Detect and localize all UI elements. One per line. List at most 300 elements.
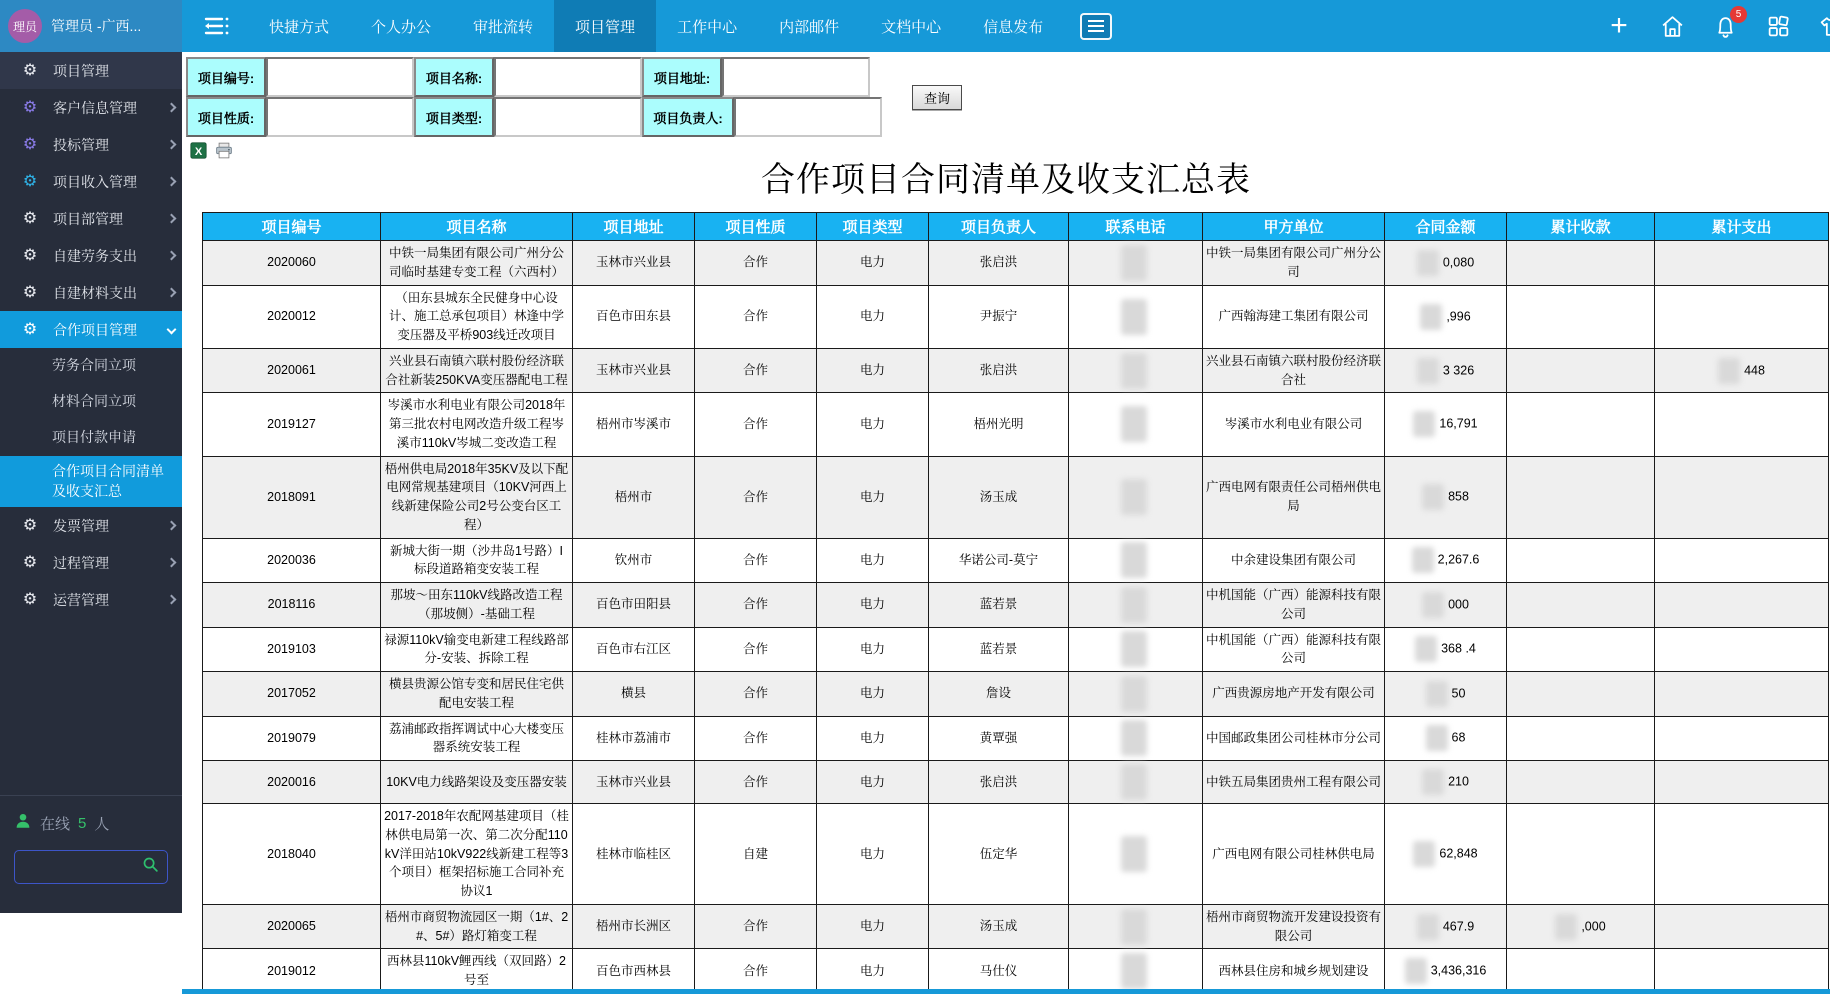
query-button[interactable]: 查询	[912, 85, 962, 110]
nav-item-8[interactable]: 信息发布	[983, 18, 1044, 36]
cell-name: 2017-2018年农配网基建项目（桂林供电局第一次、第二次分配110kV洋田站10kV922线新建工程等3个项目）框架招标施工合同补充协议1	[381, 804, 573, 905]
cell-type: 电力	[817, 348, 929, 393]
redacted-blur	[1422, 769, 1444, 795]
cell-nature: 合作	[695, 672, 817, 717]
form-field	[186, 57, 414, 97]
cell-code: 2020065	[203, 904, 381, 949]
cell-code: 2018091	[203, 456, 381, 538]
cell-amount: 62,848	[1385, 804, 1507, 905]
table-row	[203, 904, 1829, 949]
cell-code: 2020060	[203, 241, 381, 286]
cell-addr: 桂林市临桂区	[573, 804, 695, 905]
form-field-input[interactable]	[722, 57, 870, 97]
notification-badge: 5	[1730, 6, 1747, 23]
column-header: 合同金额	[1385, 213, 1507, 241]
sidebar-item-3[interactable]	[0, 126, 182, 163]
cell-received	[1507, 241, 1655, 286]
table-row	[203, 348, 1829, 393]
cell-amount: 16,791	[1385, 393, 1507, 456]
cell-nature: 合作	[695, 538, 817, 583]
cell-client: 中铁五局集团贵州工程有限公司	[1203, 761, 1385, 804]
gear-icon: ⚙	[22, 172, 38, 190]
cell-addr: 百色市田阳县	[573, 583, 695, 628]
cell-phone	[1069, 761, 1203, 804]
redacted-blur	[1555, 914, 1577, 940]
sidebar-subitem-4[interactable]: 合作项目合同清单及收支汇总	[0, 456, 182, 507]
cell-phone	[1069, 716, 1203, 761]
form-field-label: 项目性质:	[186, 97, 266, 137]
cell-phone	[1069, 904, 1203, 949]
report-table	[202, 212, 1829, 994]
cell-amount: 2,267.6	[1385, 538, 1507, 583]
cell-nature: 合作	[695, 583, 817, 628]
sidebar-item-8[interactable]	[0, 311, 182, 348]
apps-icon[interactable]	[1765, 13, 1791, 39]
cell-leader: 伍定华	[929, 804, 1069, 905]
shirt-icon[interactable]	[1818, 13, 1844, 39]
cell-client: 中机国能（广西）能源科技有限公司	[1203, 627, 1385, 672]
cell-amount: 3,436,316	[1385, 949, 1507, 994]
redacted-blur	[1121, 353, 1147, 389]
cell-nature: 合作	[695, 904, 817, 949]
column-header: 累计支出	[1655, 213, 1829, 241]
cell-paid	[1655, 949, 1829, 994]
person-icon	[14, 812, 32, 834]
form-field-input[interactable]	[266, 97, 414, 137]
redacted-blur	[1417, 358, 1439, 384]
cell-nature: 合作	[695, 627, 817, 672]
table-row	[203, 393, 1829, 456]
cell-received	[1507, 672, 1655, 717]
redacted-blur	[1121, 676, 1147, 712]
sidebar-item-label: 项目管理	[53, 62, 109, 79]
user-name: 管理员 -广西...	[51, 18, 142, 34]
cell-leader: 华诺公司-莫宁	[929, 538, 1069, 583]
table-row	[203, 627, 1829, 672]
chevron-right-icon	[167, 521, 177, 531]
redacted-blur	[1426, 681, 1448, 707]
cell-name: （田东县城东全民健身中心设计、施工总承包项目）林逢中学变压器及平桥903线迁改项目	[381, 285, 573, 348]
sidebar-search-input[interactable]	[23, 860, 142, 875]
cell-paid	[1655, 804, 1829, 905]
cell-code: 2017052	[203, 672, 381, 717]
sidebar-item-label: 过程管理	[53, 554, 109, 571]
table-row	[203, 804, 1829, 905]
cell-amount: 68	[1385, 716, 1507, 761]
cell-received	[1507, 583, 1655, 628]
cell-nature: 合作	[695, 456, 817, 538]
sidebar-item-label: 合作项目管理	[53, 321, 137, 338]
cell-received	[1507, 538, 1655, 583]
form-field	[186, 97, 414, 137]
redacted-blur	[1413, 841, 1435, 867]
sidebar-menu	[0, 52, 182, 795]
chevron-right-icon	[167, 103, 177, 113]
cell-amount: ,996	[1385, 285, 1507, 348]
redacted-blur	[1121, 909, 1147, 945]
cell-type: 电力	[817, 804, 929, 905]
cell-leader: 汤玉成	[929, 456, 1069, 538]
magnifier-icon[interactable]	[142, 856, 159, 878]
gear-icon: ⚙	[22, 320, 38, 338]
cell-amount: 50	[1385, 672, 1507, 717]
column-header: 项目性质	[695, 213, 817, 241]
cell-phone	[1069, 241, 1203, 286]
sidebar-subitem-1[interactable]: 劳务合同立项	[52, 357, 136, 374]
cell-amount: 210	[1385, 761, 1507, 804]
nav-item-1[interactable]: 快捷方式	[269, 18, 330, 36]
sidebar-item-5[interactable]	[0, 200, 182, 237]
column-header: 项目类型	[817, 213, 929, 241]
cell-received	[1507, 348, 1655, 393]
nav-item-6[interactable]: 内部邮件	[779, 18, 840, 36]
cell-leader: 蓝若景	[929, 627, 1069, 672]
cell-leader: 黄覃强	[929, 716, 1069, 761]
column-header: 项目名称	[381, 213, 573, 241]
sidebar-item-7[interactable]	[0, 274, 182, 311]
form-field-input[interactable]	[266, 57, 414, 97]
cell-client: 中机国能（广西）能源科技有限公司	[1203, 583, 1385, 628]
sidebar-item-10[interactable]	[0, 544, 182, 581]
horizontal-scrollbar[interactable]	[182, 989, 1830, 994]
gear-icon: ⚙	[22, 209, 38, 227]
cell-received	[1507, 804, 1655, 905]
cell-amount: 858	[1385, 456, 1507, 538]
chevron-right-icon	[167, 595, 177, 605]
sidebar-item-4[interactable]	[0, 163, 182, 200]
redacted-blur	[1121, 764, 1147, 800]
cell-leader: 蓝若景	[929, 583, 1069, 628]
chevron-right-icon	[167, 558, 177, 568]
table-row	[203, 456, 1829, 538]
column-header: 项目编号	[203, 213, 381, 241]
sidebar-subitem-2[interactable]: 材料合同立项	[52, 393, 136, 410]
cell-type: 电力	[817, 538, 929, 583]
more-menu-icon[interactable]	[1080, 13, 1112, 40]
table-row	[203, 285, 1829, 348]
cell-addr: 玉林市兴业县	[573, 348, 695, 393]
redacted-blur	[1121, 836, 1147, 872]
cell-addr: 百色市右江区	[573, 627, 695, 672]
main-nav	[248, 0, 1064, 52]
cell-addr: 百色市西林县	[573, 949, 695, 994]
cell-addr: 横县	[573, 672, 695, 717]
bell-icon[interactable]	[1712, 9, 1742, 39]
cell-paid	[1655, 285, 1829, 348]
nav-item-3[interactable]: 审批流转	[473, 18, 534, 36]
sidebar-item-9[interactable]	[0, 507, 182, 544]
nav-item-5[interactable]: 工作中心	[677, 18, 738, 36]
nav-item-4[interactable]: 项目管理	[554, 0, 656, 52]
sidebar-item-label: 项目收入管理	[53, 173, 137, 190]
table-row	[203, 716, 1829, 761]
sidebar-item-2[interactable]	[0, 89, 182, 126]
cell-type: 电力	[817, 761, 929, 804]
cell-received	[1507, 761, 1655, 804]
cell-paid	[1655, 393, 1829, 456]
cell-paid	[1655, 456, 1829, 538]
chevron-right-icon	[167, 214, 177, 224]
table-row	[203, 241, 1829, 286]
form-field-input[interactable]	[734, 97, 882, 137]
sidebar-item-label: 自建劳务支出	[53, 247, 137, 264]
cell-phone	[1069, 672, 1203, 717]
avatar[interactable]: 理员	[8, 9, 42, 43]
report-title: 合作项目合同清单及收支汇总表	[761, 162, 1251, 199]
cell-name: 新城大街一期（沙井岛1号路）I标段道路箱变安装工程	[381, 538, 573, 583]
form-field-input[interactable]	[494, 97, 642, 137]
sidebar-item-label: 运营管理	[53, 591, 109, 608]
redacted-blur	[1412, 547, 1434, 573]
cell-nature: 合作	[695, 761, 817, 804]
form-field-label: 项目编号:	[186, 57, 266, 97]
sidebar-search[interactable]	[14, 850, 168, 884]
chevron-right-icon	[167, 251, 177, 261]
redacted-blur	[1121, 953, 1147, 989]
cell-code: 2019079	[203, 716, 381, 761]
sidebar-item-label: 客户信息管理	[53, 99, 137, 116]
cell-nature: 合作	[695, 393, 817, 456]
cell-received: ,000	[1507, 904, 1655, 949]
table-row	[203, 949, 1829, 994]
nav-item-7[interactable]: 文档中心	[881, 18, 942, 36]
cell-name: 那坡～田东110kV线路改造工程（那坡侧）-基础工程	[381, 583, 573, 628]
sidebar-item-11[interactable]	[0, 581, 182, 618]
cell-name: 禄源110kV输变电新建工程线路部分-安装、拆除工程	[381, 627, 573, 672]
cell-type: 电力	[817, 672, 929, 717]
cell-code: 2019012	[203, 949, 381, 994]
cell-amount: 368 .4	[1385, 627, 1507, 672]
redacted-blur	[1121, 631, 1147, 667]
form-field-label: 项目名称:	[414, 57, 494, 97]
redacted-blur	[1420, 304, 1442, 330]
cell-addr: 桂林市荔浦市	[573, 716, 695, 761]
online-unit: 人	[94, 815, 110, 833]
cell-client: 岑溪市水利电业有限公司	[1203, 393, 1385, 456]
home-icon[interactable]	[1659, 13, 1685, 39]
cell-client: 梧州市商贸物流开发建设投资有限公司	[1203, 904, 1385, 949]
cell-name: 荔浦邮政指挥调试中心大楼变压器系统安装工程	[381, 716, 573, 761]
topbar-user-area[interactable]	[0, 0, 182, 52]
cell-amount: 000	[1385, 583, 1507, 628]
gear-icon: ⚙	[22, 98, 38, 116]
gear-icon: ⚙	[22, 283, 38, 301]
chevron-right-icon	[167, 140, 177, 150]
cell-nature: 合作	[695, 949, 817, 994]
cell-nature: 合作	[695, 241, 817, 286]
cell-code: 2020012	[203, 285, 381, 348]
cell-client: 中铁一局集团有限公司广州分公司	[1203, 241, 1385, 286]
cell-phone	[1069, 393, 1203, 456]
cell-client: 广西翰海建工集团有限公司	[1203, 285, 1385, 348]
cell-type: 电力	[817, 716, 929, 761]
form-field	[642, 97, 882, 137]
cell-name: 兴业县石南镇六联村股份经济联合社新装250KVA变压器配电工程	[381, 348, 573, 393]
cell-name: 梧州市商贸物流园区一期（1#、2#、5#）路灯箱变工程	[381, 904, 573, 949]
sidebar-item-label: 自建材料支出	[53, 284, 137, 301]
sidebar-item-1[interactable]	[0, 52, 182, 89]
online-status	[14, 812, 168, 834]
cell-received	[1507, 456, 1655, 538]
cell-nature: 合作	[695, 348, 817, 393]
cell-leader: 汤玉成	[929, 904, 1069, 949]
redacted-blur	[1426, 725, 1448, 751]
cell-phone	[1069, 285, 1203, 348]
redacted-blur	[1413, 411, 1435, 437]
gear-icon: ⚙	[22, 553, 38, 571]
cell-code: 2020061	[203, 348, 381, 393]
redacted-blur	[1417, 250, 1439, 276]
form-field	[414, 97, 642, 137]
cell-client: 广西电网有限责任公司梧州供电局	[1203, 456, 1385, 538]
gear-icon: ⚙	[22, 61, 38, 79]
cell-name: 中铁一局集团有限公司广州分公司临时基建专变工程（六西村）	[381, 241, 573, 286]
cell-type: 电力	[817, 583, 929, 628]
cell-amount: 3 326	[1385, 348, 1507, 393]
cell-phone	[1069, 583, 1203, 628]
cell-name: 梧州供电局2018年35KV及以下配电网常规基建项目（10KV河西上线新建保险公司2号公变台区工程）	[381, 456, 573, 538]
cell-addr: 梧州市长洲区	[573, 904, 695, 949]
cell-addr: 百色市田东县	[573, 285, 695, 348]
form-field	[642, 57, 870, 97]
cell-addr: 玉林市兴业县	[573, 241, 695, 286]
form-field	[414, 57, 642, 97]
cell-nature: 合作	[695, 285, 817, 348]
cell-phone	[1069, 456, 1203, 538]
redacted-blur	[1422, 484, 1444, 510]
redacted-blur	[1121, 587, 1147, 623]
cell-phone	[1069, 949, 1203, 994]
cell-name: 10KV电力线路架设及变压器安装	[381, 761, 573, 804]
form-field-label: 项目地址:	[642, 57, 722, 97]
cell-nature: 自建	[695, 804, 817, 905]
cell-addr: 梧州市岑溪市	[573, 393, 695, 456]
cell-leader: 詹设	[929, 672, 1069, 717]
cell-client: 中余建设集团有限公司	[1203, 538, 1385, 583]
topbar-icons	[1606, 0, 1844, 52]
redacted-blur	[1417, 914, 1439, 940]
cell-code: 2019127	[203, 393, 381, 456]
gear-icon: ⚙	[22, 246, 38, 264]
plus-icon[interactable]: +	[1610, 9, 1628, 42]
collapse-menu-icon[interactable]	[182, 0, 248, 52]
column-header: 累计收款	[1507, 213, 1655, 241]
redacted-blur	[1121, 479, 1147, 515]
redacted-blur	[1121, 406, 1147, 442]
cell-paid	[1655, 761, 1829, 804]
cell-client: 兴业县石南镇六联村股份经济联合社	[1203, 348, 1385, 393]
nav-item-2[interactable]: 个人办公	[371, 18, 432, 36]
sidebar-item-label: 发票管理	[53, 517, 109, 534]
redacted-blur	[1718, 358, 1740, 384]
cell-received	[1507, 627, 1655, 672]
redacted-blur	[1415, 636, 1437, 662]
gear-icon: ⚙	[22, 590, 38, 608]
cell-nature: 合作	[695, 716, 817, 761]
column-header: 项目地址	[573, 213, 695, 241]
cell-paid: 448	[1655, 348, 1829, 393]
cell-leader: 张启洪	[929, 348, 1069, 393]
column-header: 项目负责人	[929, 213, 1069, 241]
cell-code: 2020036	[203, 538, 381, 583]
cell-client: 中国邮政集团公司桂林市分公司	[1203, 716, 1385, 761]
cell-type: 电力	[817, 904, 929, 949]
gear-icon: ⚙	[22, 516, 38, 534]
redacted-blur	[1121, 299, 1147, 335]
column-header: 甲方单位	[1203, 213, 1385, 241]
cell-paid	[1655, 538, 1829, 583]
cell-phone	[1069, 627, 1203, 672]
form-field-label: 项目类型:	[414, 97, 494, 137]
cell-client: 广西电网有限公司桂林供电局	[1203, 804, 1385, 905]
sidebar-item-6[interactable]	[0, 237, 182, 274]
redacted-blur	[1121, 542, 1147, 578]
cell-leader: 张启洪	[929, 241, 1069, 286]
cell-client: 广西贵源房地产开发有限公司	[1203, 672, 1385, 717]
cell-code: 2020016	[203, 761, 381, 804]
printer-icon[interactable]	[215, 142, 233, 164]
cell-phone	[1069, 804, 1203, 905]
cell-code: 2019103	[203, 627, 381, 672]
redacted-blur	[1121, 720, 1147, 756]
cell-received	[1507, 949, 1655, 994]
cell-amount: 0,080	[1385, 241, 1507, 286]
cell-name: 岑溪市水利电业有限公司2018年第三批农村电网改造升级工程岑溪市110kV岑城二变改造工程	[381, 393, 573, 456]
cell-amount: 467.9	[1385, 904, 1507, 949]
cell-received	[1507, 393, 1655, 456]
topbar	[0, 0, 1830, 52]
cell-addr: 梧州市	[573, 456, 695, 538]
sidebar-item-label: 项目部管理	[53, 210, 123, 227]
cell-client: 西林县住房和城乡规划建设	[1203, 949, 1385, 994]
online-count: 5	[78, 814, 87, 832]
cell-type: 电力	[817, 627, 929, 672]
cell-paid	[1655, 627, 1829, 672]
cell-name: 西林县110kV鲤西线（双回路）2号至	[381, 949, 573, 994]
redacted-blur	[1121, 245, 1147, 281]
chevron-down-icon	[167, 325, 177, 335]
cell-paid	[1655, 904, 1829, 949]
column-header: 联系电话	[1069, 213, 1203, 241]
cell-received	[1507, 285, 1655, 348]
title-band	[182, 138, 1830, 212]
search-form	[182, 52, 1830, 138]
cell-received	[1507, 716, 1655, 761]
cell-phone	[1069, 538, 1203, 583]
cell-type: 电力	[817, 285, 929, 348]
excel-export-icon[interactable]	[190, 142, 207, 164]
cell-code: 2018040	[203, 804, 381, 905]
redacted-blur	[1422, 592, 1444, 618]
cell-leader: 张启洪	[929, 761, 1069, 804]
main-content	[182, 52, 1830, 987]
redacted-blur	[1405, 958, 1427, 984]
sidebar-bottom	[0, 795, 182, 913]
cell-leader: 尹振宁	[929, 285, 1069, 348]
cell-paid	[1655, 672, 1829, 717]
online-label: 在线	[40, 815, 71, 833]
cell-phone	[1069, 348, 1203, 393]
cell-type: 电力	[817, 241, 929, 286]
cell-addr: 玉林市兴业县	[573, 761, 695, 804]
gear-icon: ⚙	[22, 135, 38, 153]
cell-type: 电力	[817, 456, 929, 538]
sidebar-subitem-3[interactable]: 项目付款申请	[52, 429, 136, 446]
form-field-input[interactable]	[494, 57, 642, 97]
sidebar	[0, 52, 182, 913]
table-row	[203, 672, 1829, 717]
svg-text:X: X	[194, 145, 203, 158]
